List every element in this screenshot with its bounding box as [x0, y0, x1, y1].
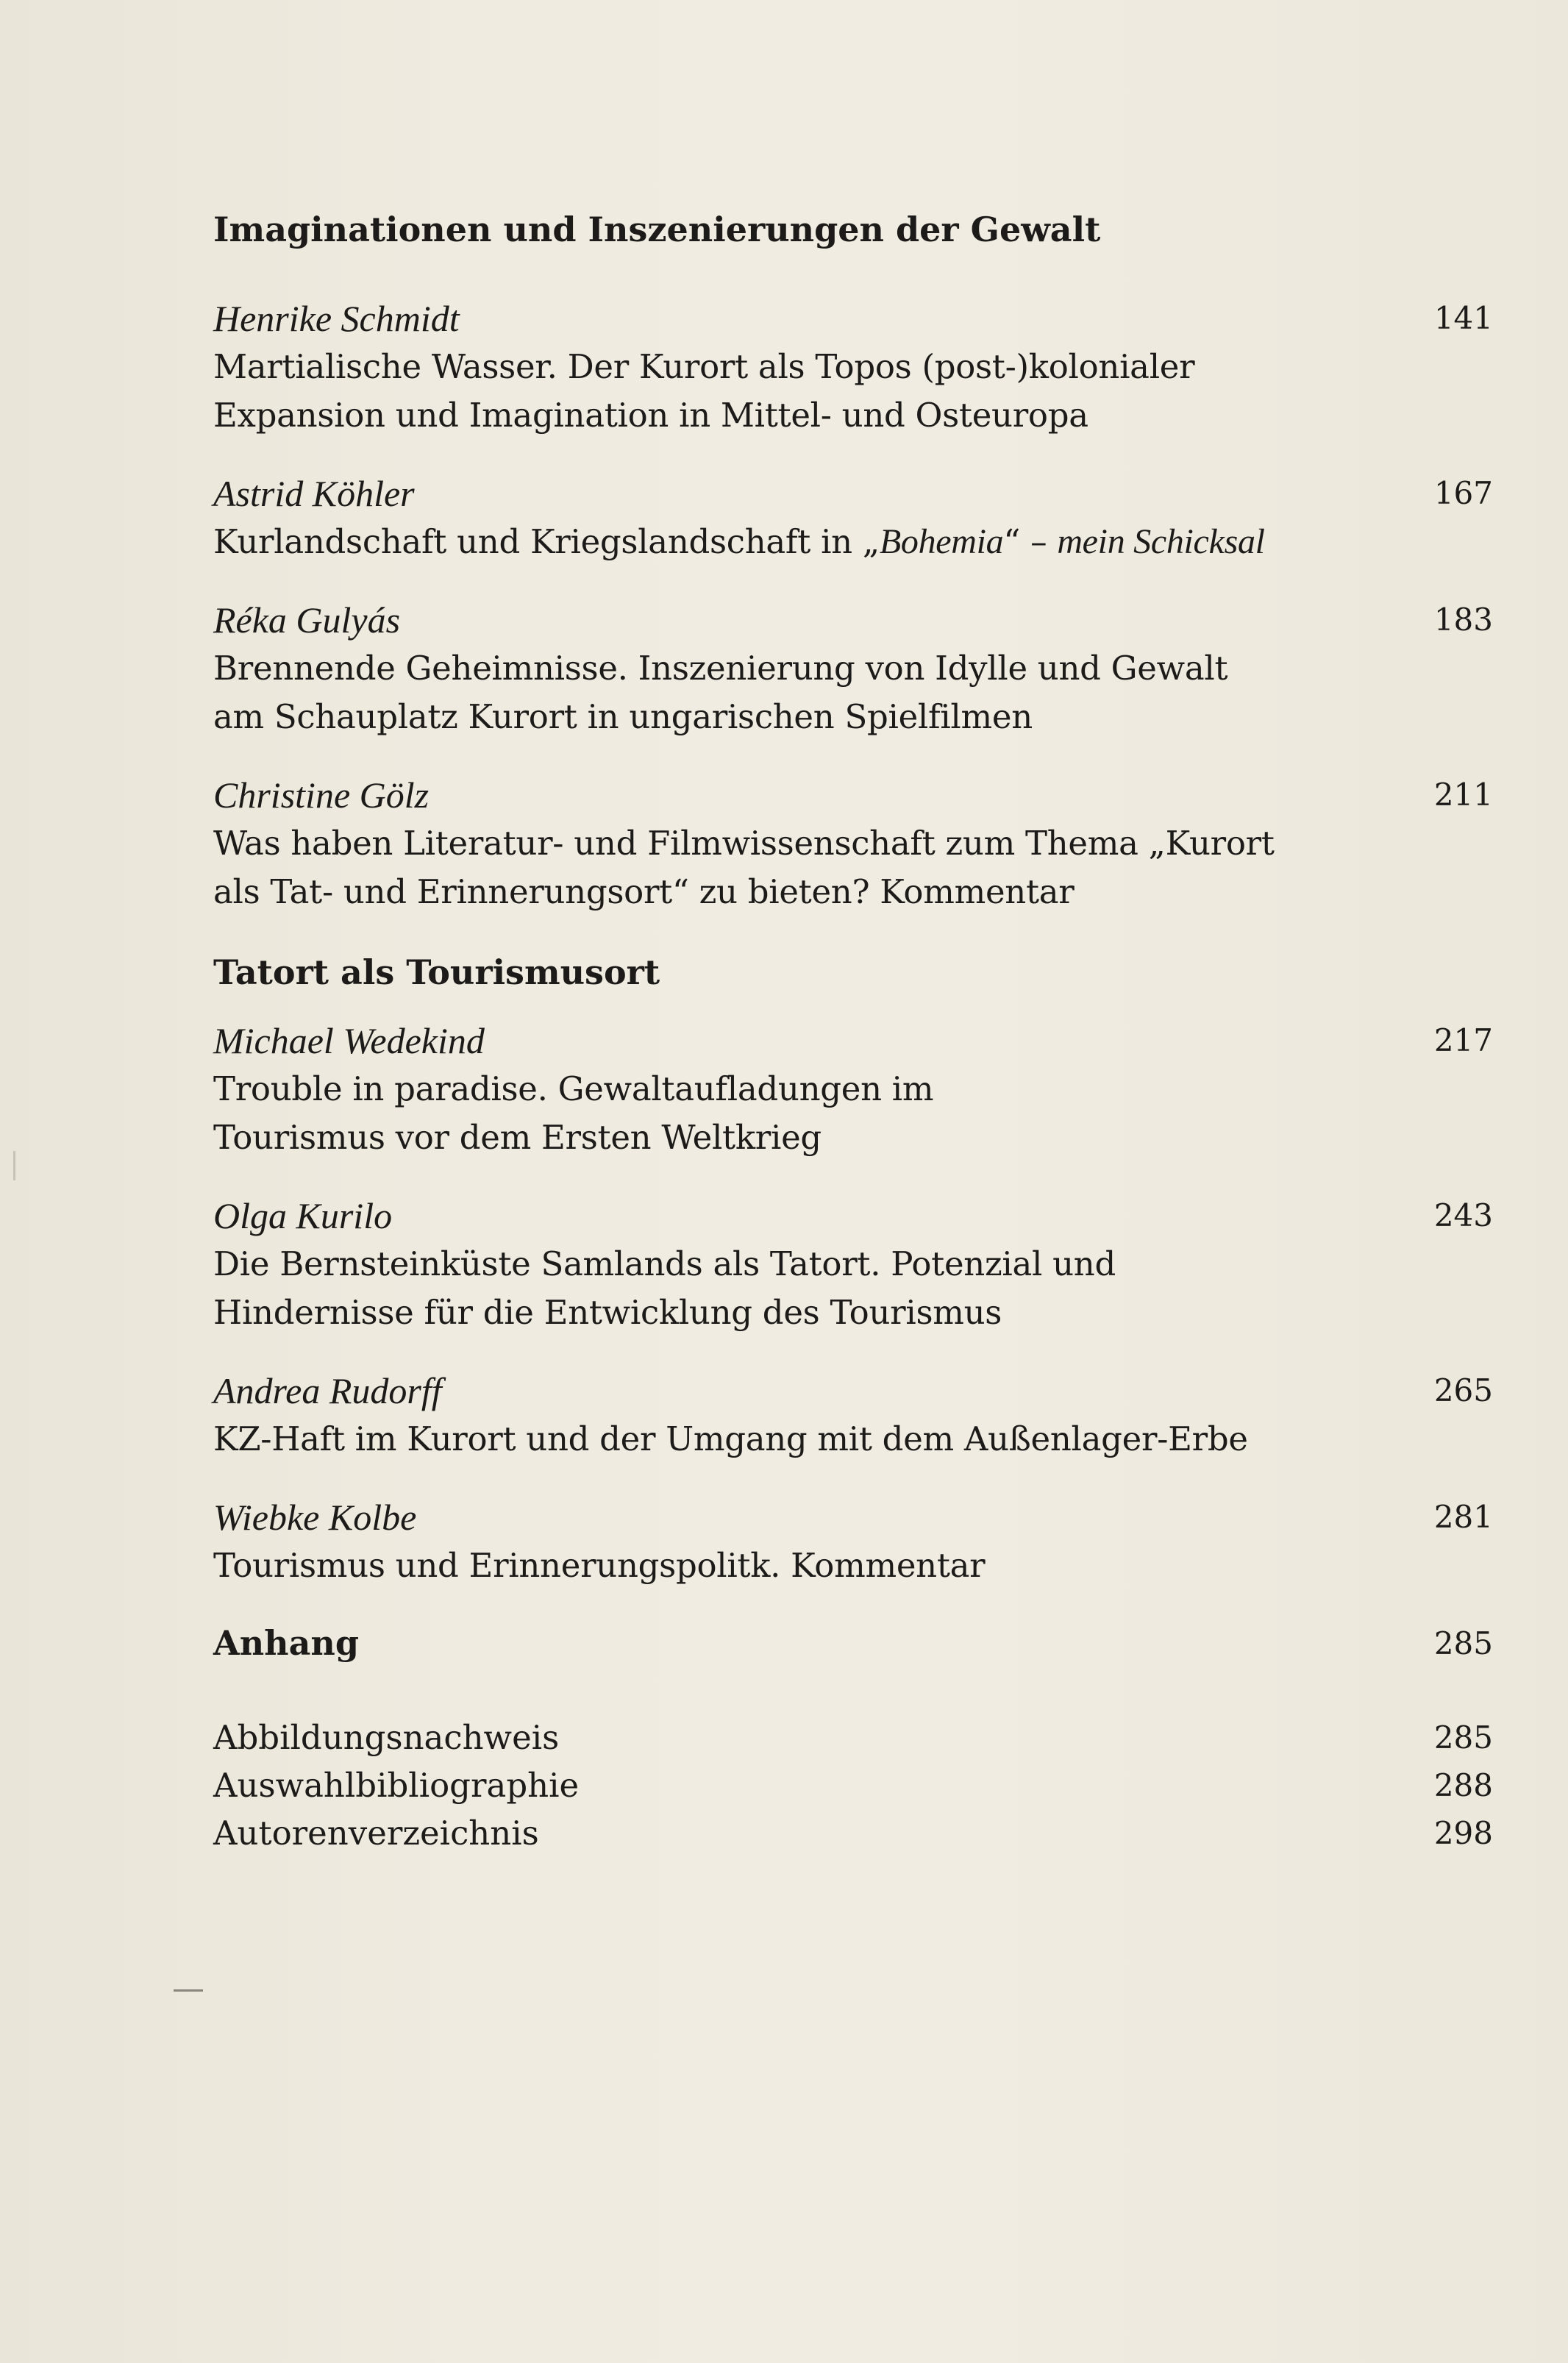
title-italic: Bohemia — [879, 522, 1004, 561]
entry-title-line: am Schauplatz Kurort in ungarischen Spielfilmen — [213, 697, 1033, 736]
entry-title-line: KZ-Haft im Kurort und der Umgang mit dem Außenlager-Erbe — [213, 1419, 1248, 1458]
entry-page-number: 285 — [1433, 1625, 1493, 1661]
appendix-item — [213, 1761, 1493, 1809]
entry-page-number: 217 — [1433, 1022, 1493, 1058]
entry-author: Henrike Schmidt — [213, 298, 460, 339]
toc-entry — [213, 771, 1493, 916]
toc-entry — [213, 469, 1493, 566]
entry-title-line: Die Bernsteinküste Samlands als Tatort. Potenzial und — [213, 1244, 1116, 1283]
entry-title-line: Tourismus vor dem Ersten Weltkrieg — [213, 1118, 822, 1157]
entry-title-line: Tourismus und Erinnerungspolitk. Kommentar — [213, 1546, 986, 1585]
entry-page-number: 141 — [1433, 300, 1493, 336]
entry-author: Réka Gulyás — [213, 599, 401, 641]
scan-mark — [174, 1989, 203, 1992]
entry-page-number: 167 — [1433, 475, 1493, 511]
appendix-item-label: Abbildungsnachweis — [213, 1718, 560, 1757]
toc-entry — [213, 1191, 1493, 1337]
appendix-section — [213, 1619, 1493, 1857]
section-heading: Tatort als Tourismusort — [213, 952, 660, 992]
appendix-item-label: Autorenverzeichnis — [213, 1814, 539, 1853]
entry-page-number: 298 — [1433, 1815, 1493, 1851]
entry-author: Olga Kurilo — [213, 1195, 393, 1236]
entry-title-line: Hindernisse für die Entwicklung des Tourismus — [213, 1293, 1002, 1332]
toc-section — [213, 206, 1493, 916]
table-of-contents — [213, 206, 1493, 1857]
title-text: Kurlandschaft und Kriegslandschaft in „ — [213, 522, 880, 561]
entry-page-number: 265 — [1433, 1372, 1493, 1408]
toc-entry — [213, 596, 1493, 741]
title-text: “ – — [1003, 522, 1058, 561]
appendix-item-label: Auswahlbibliographie — [213, 1766, 580, 1805]
appendix-heading-row — [213, 1619, 1493, 1667]
section-heading: Anhang — [213, 1623, 359, 1663]
entry-author: Astrid Köhler — [213, 473, 415, 514]
title-italic: mein Schicksal — [1057, 522, 1265, 561]
appendix-item — [213, 1714, 1493, 1761]
toc-section — [213, 949, 1493, 1590]
entry-page-number: 281 — [1433, 1499, 1493, 1535]
entry-title-line: Martialische Wasser. Der Kurort als Topos (post-)kolonialer — [213, 347, 1195, 386]
entry-title-line: Was haben Literatur- und Filmwissenschaft zum Thema „Kurort — [213, 824, 1275, 863]
entry-page-number: 211 — [1433, 777, 1493, 813]
entry-page-number: 288 — [1433, 1767, 1493, 1803]
appendix-list — [213, 1714, 1493, 1857]
entry-title-line: als Tat- und Erinnerungsort“ zu bieten? Kommentar — [213, 872, 1075, 911]
entry-author: Christine Gölz — [213, 774, 430, 816]
entry-author: Michael Wedekind — [213, 1020, 485, 1061]
toc-entry — [213, 1493, 1493, 1590]
entry-title-line — [213, 518, 1493, 566]
entry-page-number: 183 — [1433, 602, 1493, 638]
entry-author: Andrea Rudorff — [213, 1370, 442, 1411]
toc-entry — [213, 1016, 1493, 1162]
entry-page-number: 285 — [1433, 1719, 1493, 1756]
toc-entry — [213, 1366, 1493, 1464]
entry-title-line: Trouble in paradise. Gewaltaufladungen im — [213, 1069, 934, 1108]
entry-author: Wiebke Kolbe — [213, 1497, 417, 1538]
appendix-item — [213, 1809, 1493, 1857]
toc-entry — [213, 294, 1493, 440]
scan-mark — [13, 1151, 15, 1180]
entry-title-line: Expansion und Imagination in Mittel- und Osteuropa — [213, 396, 1088, 435]
section-heading: Imaginationen und Inszenierungen der Gewalt — [213, 210, 1101, 249]
entry-page-number: 243 — [1433, 1197, 1493, 1233]
entry-title-line: Brennende Geheimnisse. Inszenierung von Idylle und Gewalt — [213, 649, 1228, 688]
